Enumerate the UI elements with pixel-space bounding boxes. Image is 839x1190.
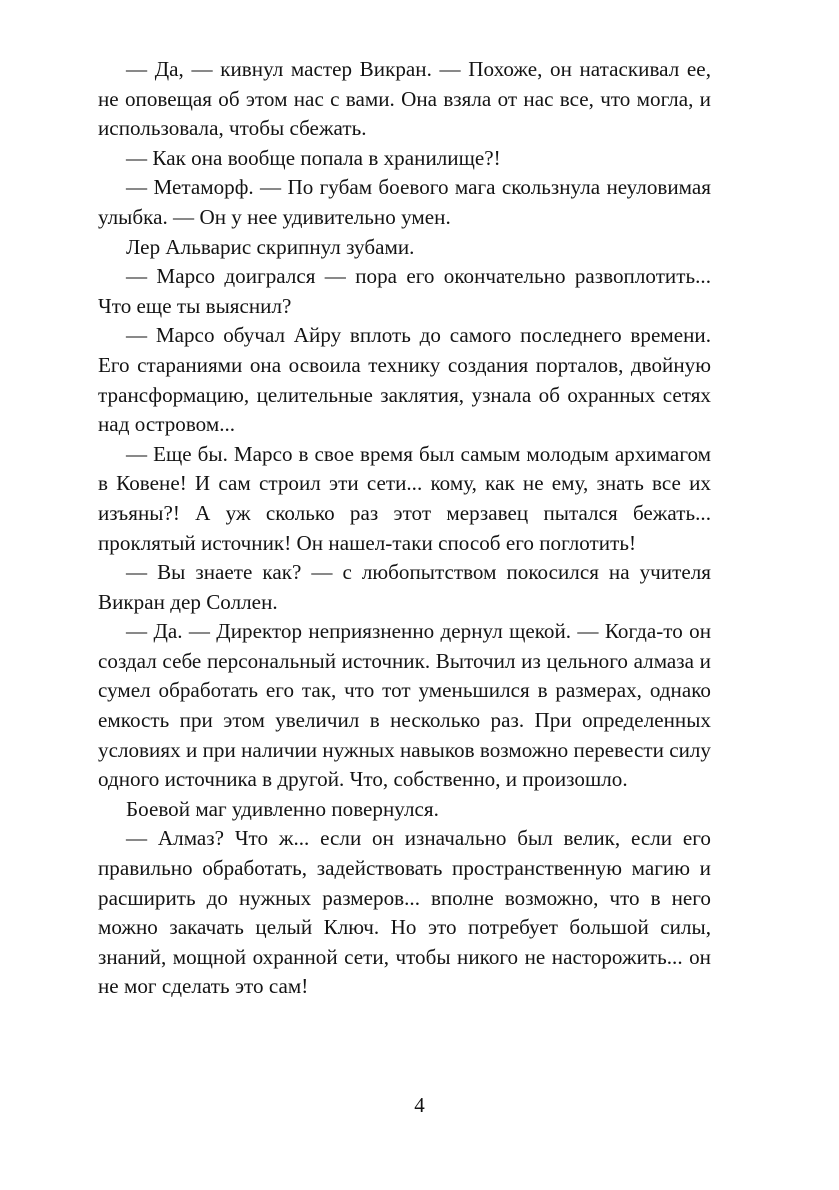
paragraph: — Как она вообще попала в хранилище?! <box>126 145 501 170</box>
paragraph: — Алмаз? Что ж... если он изначально был велик, если его правильно обработать, задействовать пространственную магию и расширить до нужных размеров... вполне возможно, что в него можно закачать целый Ключ. Но это потребует большой силы, знаний, мощной охранной сети, чтобы никого не насторожить... он не мог сделать это сам! <box>98 826 711 999</box>
paragraph: — Да, — кивнул мастер Викран. — Похоже, он натаскивал ее, не оповещая об этом нас с вами. Она взяла от нас все, что могла, и использовала, чтобы сбежать. <box>98 57 711 141</box>
paragraph: — Да. — Директор неприязненно дернул щекой. — Когда-то он создал себе персональный источник. Выточил из цельного алмаза и сумел обработать его так, что тот уменьшился в размерах, однако емкость при этом увеличил в несколько раз. При определенных условиях и при наличии нужных навыков возможно перевести силу одного источника в другой. Что, собственно, и произошло. <box>98 619 711 792</box>
page-number: 4 <box>414 1093 425 1117</box>
paragraph: — Метаморф. — По губам боевого мага скользнула неуловимая улыбка. — Он у нее удивительно умен. <box>98 175 711 229</box>
paragraph: — Марсо доигрался — пора его окончательно развоплотить... Что еще ты выяснил? <box>98 264 711 318</box>
page-text-block <box>98 55 711 1002</box>
paragraph: — Еще бы. Марсо в свое время был самым молодым архимагом в Ковене! И сам строил эти сети... кому, как не ему, знать все их изъяны?! А уж сколько раз этот мерзавец пытался бежать... проклятый источник! Он нашел-таки способ его поглотить! <box>98 441 711 555</box>
paragraph: Боевой маг удивленно повернулся. <box>126 796 439 821</box>
paragraph: Лер Альварис скрипнул зубами. <box>126 234 415 259</box>
paragraph: — Марсо обучал Айру вплоть до самого последнего времени. Его стараниями она освоила технику создания порталов, двойную трансформацию, целительные заклятия, узнала об охранных сетях над островом... <box>98 323 711 437</box>
paragraph: — Вы знаете как? — с любопытством покосился на учителя Викран дер Соллен. <box>98 560 711 614</box>
